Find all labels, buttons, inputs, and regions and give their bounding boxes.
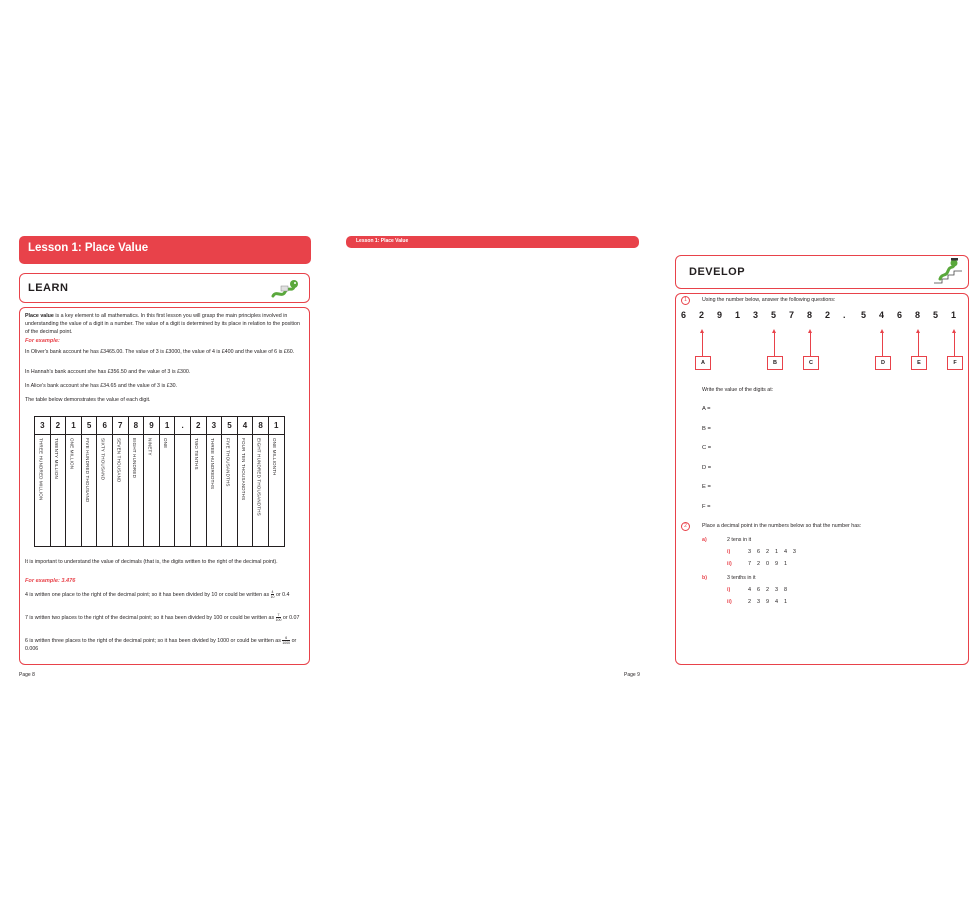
number-digits: [676, 310, 968, 324]
develop-title: DEVELOP: [689, 266, 746, 278]
place-name-label: SEVEN THOUSAND: [116, 438, 122, 483]
table-place-name: [175, 435, 191, 547]
table-digit: 5: [222, 417, 238, 435]
table-digit: .: [175, 417, 191, 435]
place-name-label: EIGHT HUNDRED: [131, 438, 137, 479]
part-b-ii-number: 2 3 9 4 1: [748, 599, 790, 605]
part-a-text: 2 tens in it: [727, 537, 752, 543]
place-name-label: FIVE HUNDRED THOUSAND: [85, 438, 91, 503]
number-digit: 2: [825, 310, 831, 320]
place-name-label: SIXTY THOUSAND: [100, 438, 106, 481]
place-name-label: NINETY: [147, 438, 153, 456]
number-digit: 5: [933, 310, 939, 320]
part-b-ii-label: ii): [727, 599, 732, 605]
example-label-decimal: For example: 3.476: [25, 578, 76, 584]
place-value-table: [34, 416, 285, 547]
pointer-arrow: [882, 332, 883, 356]
question-2-text: Place a decimal point in the numbers below so that the number has:: [702, 523, 862, 529]
table-place-name: [144, 435, 160, 547]
number-digit: 6: [681, 310, 687, 320]
question-number-2: 2: [681, 522, 690, 531]
question-number-1: 1: [681, 296, 690, 305]
place-name-label: FOUR TEN THOUSANDTHS: [241, 438, 247, 501]
pointer-arrow: [774, 332, 775, 356]
hannah-example: In Hannah's bank account she has £356.50 and the value of 3 is £300.: [25, 369, 191, 375]
fraction: $\frac{6}{1000}$: [282, 636, 291, 645]
page-number: Page 8: [19, 672, 35, 678]
oliver-example: In Oliver's bank account he has £3465.00. The value of 3 is £3000, the value of 4 is £400 and the value of 6 is £60.: [25, 349, 295, 355]
lesson-title: Lesson 1: Place Value: [28, 242, 149, 254]
number-digit: 5: [771, 310, 777, 320]
question-1-text: Using the number below, answer the following questions:: [702, 297, 836, 303]
number-digit: .: [843, 310, 846, 320]
table-digit: 5: [81, 417, 97, 435]
table-place-name: [97, 435, 113, 547]
place-name-label: ONE MILLIONTH: [272, 438, 278, 476]
write-value-instruction: Write the value of the digits at:: [702, 387, 774, 393]
table-digit: 2: [50, 417, 66, 435]
table-digit: 3: [206, 417, 222, 435]
table-digit: 6: [97, 417, 113, 435]
place-name-label: ONE MILLION: [69, 438, 75, 470]
table-place-name: [268, 435, 284, 547]
table-digit: 1: [159, 417, 175, 435]
pointer-arrow: [918, 332, 919, 356]
table-place-name: [35, 435, 51, 547]
intro-paragraph: Place value is a key element to all mathematics. In this first lesson you will grasp the main principles involved in understanding the value of a digit in a number. The value of a digit is determined by its place in relation to the position of the decimal point.: [25, 313, 300, 335]
letter-box-b: B: [767, 356, 783, 370]
place-name-label: TWENTY MILLION: [53, 438, 59, 479]
number-digit: 7: [789, 310, 795, 320]
place-name-label: FIVE THOUSANDTHS: [225, 438, 231, 487]
place-name-label: ONE: [163, 438, 169, 449]
table-digit: 9: [144, 417, 160, 435]
part-a-ii-label: ii): [727, 561, 732, 567]
letter-box-c: C: [803, 356, 819, 370]
alice-example: In Alice's bank account she has £34.65 and the value of 3 is £30.: [25, 383, 178, 389]
table-place-name: [81, 435, 97, 547]
answer-line: D =: [702, 464, 712, 471]
number-digit: 2: [699, 310, 705, 320]
table-place-name: [190, 435, 206, 547]
fraction: $\frac{4}{10}$: [270, 590, 275, 599]
pointer-arrow: [810, 332, 811, 356]
answer-line: F =: [702, 503, 711, 510]
number-digit: 8: [915, 310, 921, 320]
table-place-name: [112, 435, 128, 547]
learn-content: [19, 307, 310, 665]
part-b-text: 3 tenths in it: [727, 575, 756, 581]
lesson-banner: [19, 236, 311, 264]
table-digit: 8: [128, 417, 144, 435]
place-name-label: TWO TENTHS: [194, 438, 200, 470]
letter-box-d: D: [875, 356, 891, 370]
part-b-i-label: i): [727, 587, 731, 593]
table-place-name: [237, 435, 253, 547]
snake-mascot-icon: [270, 276, 300, 300]
pointer-arrow: [702, 332, 703, 356]
decimal-example-3: 6 is written three places to the right of the decimal point; so it has been divided by 1000 or could be written as $\frac{6}{1000}$ or 0.006: [25, 636, 297, 652]
number-digit: 3: [753, 310, 759, 320]
table-place-name: [206, 435, 222, 547]
number-digit: 8: [807, 310, 813, 320]
part-a-i-label: i): [727, 549, 731, 555]
decimal-example-1: 4 is written one place to the right of the decimal point; so it has been divided by 10 or could be written as $\frac{4}{10}$ or 0.4: [25, 590, 290, 599]
table-place-name: [253, 435, 269, 547]
lesson-banner: [346, 236, 639, 248]
part-b-label: b): [702, 575, 707, 581]
decimals-paragraph: It is important to understand the value of decimals (that is, the digits written to the right of the decimal point).: [25, 559, 278, 565]
part-b-i-number: 4 6 2 3 8: [748, 587, 790, 593]
number-digit: 6: [897, 310, 903, 320]
table-place-name: [159, 435, 175, 547]
number-digit: 5: [861, 310, 867, 320]
place-name-label: THREE HUNDRED MILLION: [38, 438, 44, 501]
number-digit: 9: [717, 310, 723, 320]
example-label: For example:: [25, 338, 60, 344]
number-digit: 1: [951, 310, 957, 320]
table-digit: 1: [66, 417, 82, 435]
place-name-label: EIGHT HUNDRED THOUSANDTHS: [256, 438, 262, 516]
left-page: [0, 0, 330, 904]
table-digit: 8: [253, 417, 269, 435]
table-digit: 1: [268, 417, 284, 435]
table-place-name: [66, 435, 82, 547]
develop-section-header: [675, 255, 969, 289]
fraction: $\frac{7}{100}$: [275, 613, 282, 622]
place-name-label: THREE HUNDREDTHS: [209, 438, 215, 490]
letter-box-f: F: [947, 356, 963, 370]
letter-box-a: A: [695, 356, 711, 370]
part-a-ii-number: 7 2 0 9 1: [748, 561, 790, 567]
answer-line: E =: [702, 484, 711, 490]
snake-on-stairs-icon: [932, 257, 964, 285]
lesson-title: Lesson 1: Place Value: [356, 238, 409, 244]
table-intro: The table below demonstrates the value of each digit.: [25, 397, 151, 403]
part-a-i-number: 3 6 2 1 4 3: [748, 549, 799, 555]
learn-title: LEARN: [28, 282, 69, 294]
table-digit: 3: [35, 417, 51, 435]
number-digit: 4: [879, 310, 885, 320]
decimal-example-2: 7 is written two places to the right of the decimal point; so it has been divided by 100 or could be written as $\frac{7}{100}$ or 0.07: [25, 613, 300, 622]
table-place-name: [50, 435, 66, 547]
page-number: Page 9: [624, 672, 640, 678]
answer-line: A =: [702, 406, 711, 412]
table-digit: 7: [112, 417, 128, 435]
answer-line: C =: [702, 445, 712, 451]
answer-line: B =: [702, 425, 711, 432]
learn-section-header: [19, 273, 310, 303]
pointer-arrow: [954, 332, 955, 356]
table-place-name: [222, 435, 238, 547]
letter-box-e: E: [911, 356, 927, 370]
right-page: [330, 0, 957, 904]
table-digit: 4: [237, 417, 253, 435]
part-a-label: a): [702, 537, 707, 543]
number-digit: 1: [735, 310, 741, 320]
table-place-name: [128, 435, 144, 547]
table-digit: 2: [190, 417, 206, 435]
develop-content: [675, 293, 969, 665]
